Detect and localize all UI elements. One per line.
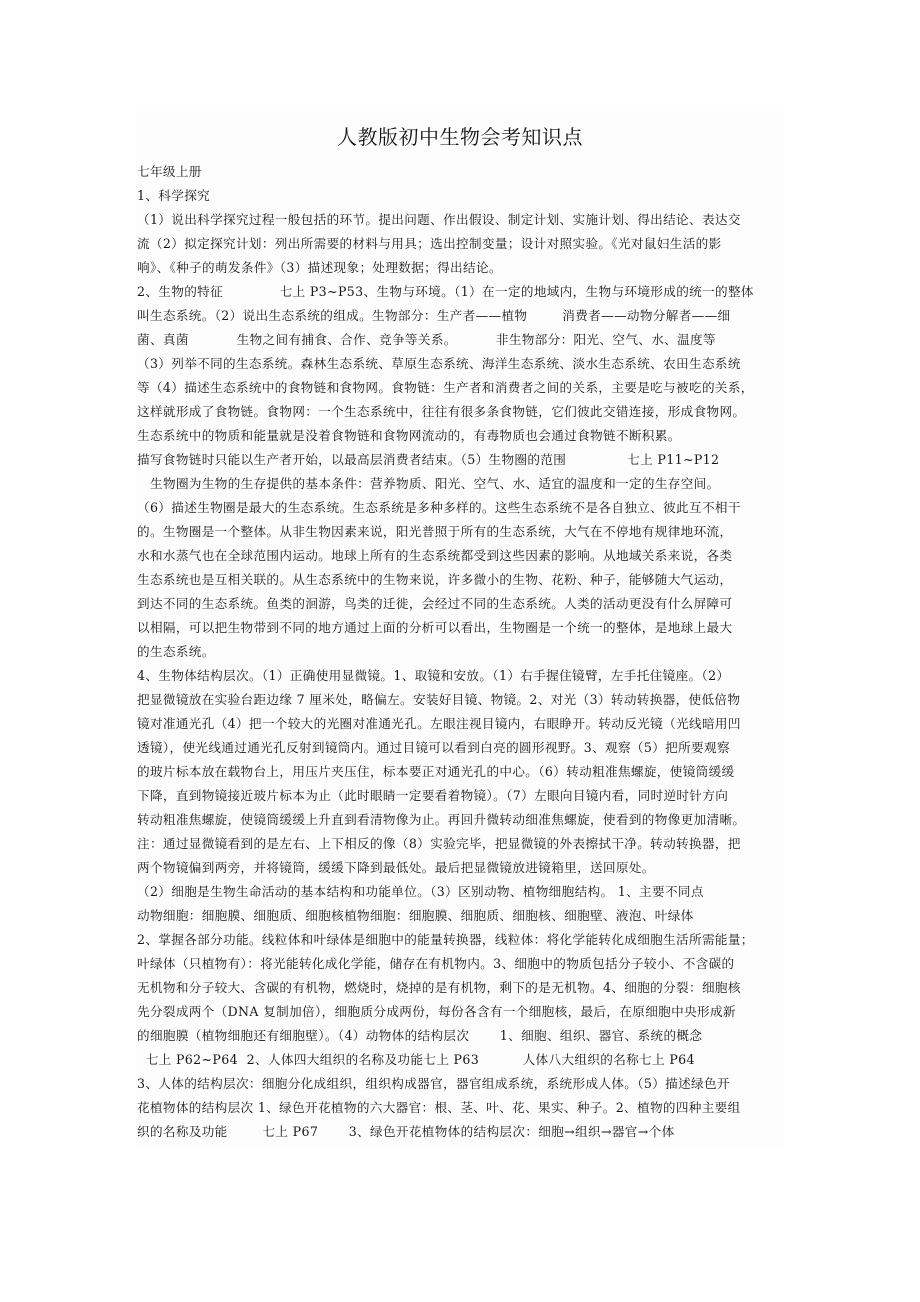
text-line: 等（4）描述生态系统中的食物链和食物网。食物链：生产者和消费者之间的关系，主要是吃与被吃的关系， <box>137 380 754 395</box>
text-line: 生态系统也是互相关联的。从生态系统中的生物来说，许多微小的生物、花粉、种子，能够随大气运动， <box>137 572 733 587</box>
text-line: 的。生物圈是一个整体。从非生物因素来说，阳光普照于所有的生态系统，大气在不停地有规律地环流， <box>137 524 733 539</box>
document-page <box>136 110 784 1148</box>
text-line: 的玻片标本放在载物台上，用压片夹压住，标本要正对通光孔的中心。（6）转动粗准焦螺旋，使镜筒缓缓 <box>137 764 735 779</box>
text-line: 注：通过显微镜看到的是左右、上下相反的像（8）实验完毕，把显微镜的外表擦拭干净。转动转换器，把 <box>137 836 741 851</box>
text-line: 1、科学探究 <box>137 188 211 203</box>
text-line: 叫生态系统。（2）说出生态系统的组成。生物部分：生产者——植物 消费者——动物分解者——细 <box>137 308 731 323</box>
text-line: 流（2）拟定探究计划：列出所需要的材料与用具；选出控制变量；设计对照实验。《光对鼠妇生活的影 <box>137 236 722 251</box>
text-line: （6）描述生物圈是最大的生态系统。生态系统是多种多样的。这些生态系统不是各自独立、彼此互不相干 <box>137 500 741 515</box>
text-line: 转动粗准焦螺旋，使镜筒缓缓上升直到看清物像为止。再回升微转动细准焦螺旋，使看到的物像更加清晰。 <box>137 812 746 827</box>
text-line: 先分裂成两个（DNA 复制加倍），细胞质分成两份，每份各含有一个细胞核，最后，在原细胞中央形成新 <box>137 1004 736 1019</box>
text-line: 的生态系统。 <box>137 644 215 659</box>
text-line: 2、生物的特征 七上 P3~P53、生物与环境。（1）在一定的地域内，生物与环境形成的统一的整体 <box>137 284 754 299</box>
text-line: 生态系统中的物质和能量就是没着食物链和食物网流动的，有毒物质也会通过食物链不断积累。 <box>137 428 681 443</box>
text-line: 动物细胞：细胞膜、细胞质、细胞核植物细胞：细胞膜、细胞质、细胞核、细胞壁、液泡、叶绿体 <box>137 908 694 923</box>
text-line: 叶绿体（只植物有）：将光能转化成化学能，储存在有机物内。3、细胞中的物质包括分子较小、不含碳的 <box>137 956 735 971</box>
text-line: （1）说出科学探究过程一般包括的环节。提出问题、作出假设、制定计划、实施计划、得出结论、表达交 <box>137 212 741 227</box>
text-line: 织的名称及功能 七上 P67 3、绿色开花植物体的结构层次：细胞→组织→器官→个体 <box>137 1124 675 1139</box>
text-line: 透镜），使光线通过通光孔反射到镜筒内。通过目镜可以看到白亮的圆形视野。3、观察（5）把所要观察 <box>137 740 730 755</box>
text-line: 七上 P62~P64 2、人体四大组织的名称及功能七上 P63 人体八大组织的名称七上 P64 <box>137 1052 695 1067</box>
text-line: 花植物体的结构层次 1、绿色开花植物的六大器官：根、茎、叶、花、果实、种子。2、植物的四种主要组 <box>137 1100 741 1115</box>
text-line: 生物圈为生物的生存提供的基本条件：营养物质、阳光、空气、水、适宜的温度和一定的生存空间。 <box>137 476 720 491</box>
text-line: 无机物和分子较大、含碳的有机物，燃烧时，烧掉的是有机物，剩下的是无机物。4、细胞的分裂：细胞核 <box>137 980 741 995</box>
text-line: 下降，直到物镜接近玻片标本为止（此时眼睛一定要看着物镜）。（7）左眼向目镜内看，同时逆时针方向 <box>137 788 729 803</box>
text-line: 以相隔，可以把生物带到不同的地方通过上面的分析可以看出，生物圈是一个统一的整体，是地球上最大 <box>137 620 733 635</box>
text-line: 响》、《种子的萌发条件》（3）描述现象；处理数据；得出结论。 <box>137 260 502 275</box>
text-line: 水和水蒸气也在全球范围内运动。地球上所有的生态系统都受到这些因素的影响。从地域关系来说，各类 <box>137 548 733 563</box>
document-title: 人教版初中生物会考知识点 <box>337 125 583 149</box>
text-line: （2）细胞是生物生命活动的基本结构和功能单位。（3）区别动物、植物细胞结构。 1、主要不同点 <box>137 884 704 899</box>
text-line: 菌、真菌 生物之间有捕食、合作、竞争等关系。 非生物部分：阳光、空气、水、温度等 <box>137 332 716 347</box>
text-line: 2、掌握各部分功能。线粒体和叶绿体是细胞中的能量转换器，线粒体：将化学能转化成细胞生活所需能量； <box>137 932 754 947</box>
text-line: 把显微镜放在实验台距边缘 7 厘米处，略偏左。安装好目镜、物镜。2、对光（3）转动转换器，使低倍物 <box>137 692 741 707</box>
text-line: 到达不同的生态系统。鱼类的洄游，鸟类的迁徙，会经过不同的生态系统。人类的活动更没有什么屏障可 <box>137 596 733 611</box>
text-line: 镜对准通光孔（4）把一个较大的光圈对准通光孔。左眼注视目镜内，右眼睁开。转动反光镜（光线暗用凹 <box>137 716 741 731</box>
text-line: 3、人体的结构层次：细胞分化成组织，组织构成器官，器官组成系统，系统形成人体。（5）描述绿色开 <box>137 1076 730 1091</box>
text-line: 两个物镜偏到两旁，并将镜筒，缓缓下降到最低处。最后把显微镜放进镜箱里，送回原处。 <box>137 860 655 875</box>
text-line: 这样就形成了食物链。食物网：一个生态系统中，往往有很多条食物链，它们彼此交错连接，形成食物网。 <box>137 404 746 419</box>
text-line: 的细胞膜（植物细胞还有细胞壁）。（4）动物体的结构层次 1、细胞、组织、器官、系统的概念 <box>137 1028 703 1043</box>
text-line: 4、生物体结构层次。（1）正确使用显微镜。1、取镜和安放。（1）右手握住镜臂，左手托住镜座。（2） <box>137 668 730 683</box>
document-body <box>137 160 785 1144</box>
text-line: （3）列举不同的生态系统。森林生态系统、草原生态系统、海洋生态系统、淡水生态系统、农田生态系统 <box>137 356 741 371</box>
text-line: 描写食物链时只能以生产者开始，以最高层消费者结束。（5）生物圈的范围 七上 P11~P12 <box>137 452 720 467</box>
text-line: 七年级上册 <box>137 164 202 179</box>
